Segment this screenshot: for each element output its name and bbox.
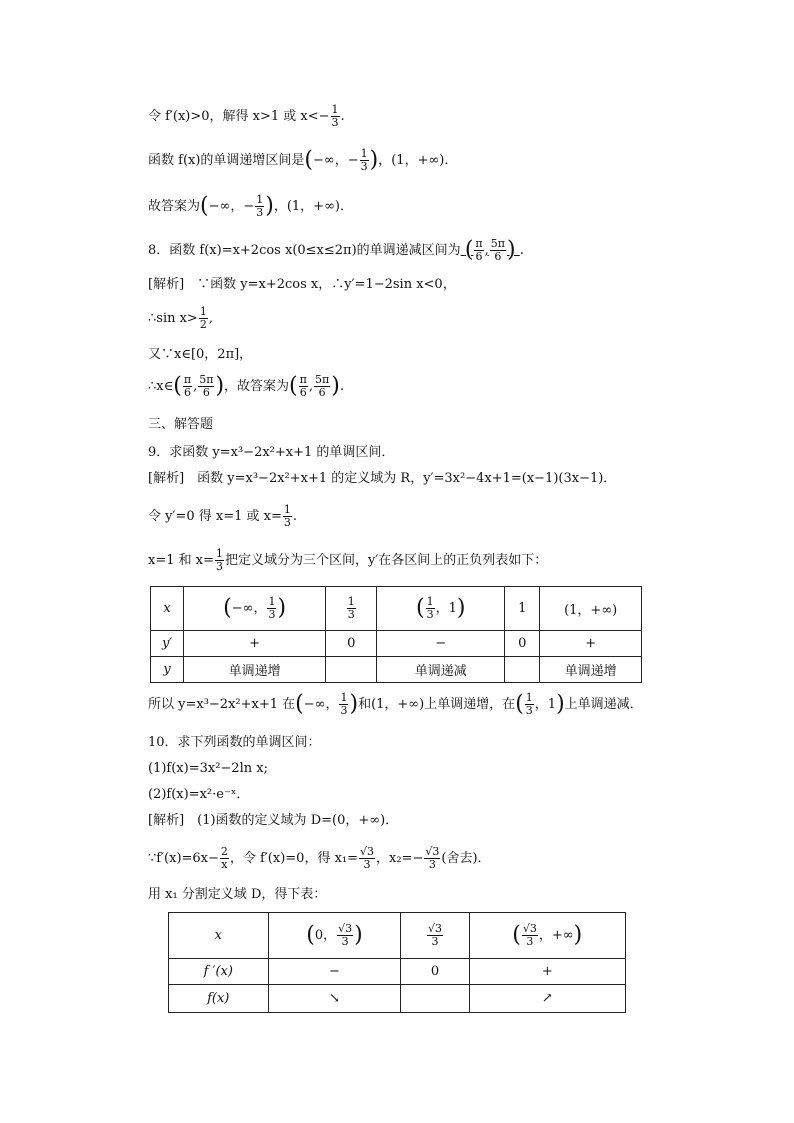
fraction: $\frac{1}{3}$ bbox=[283, 503, 291, 529]
table-cell: ↗ bbox=[469, 985, 625, 1013]
text: −∞，− bbox=[208, 199, 255, 214]
fraction: $\frac{5\pi}{6}$ bbox=[315, 373, 330, 399]
table-cell: 单调递减 bbox=[377, 657, 505, 683]
text: −∞，− bbox=[313, 153, 359, 168]
section-heading: 三、解答题 bbox=[148, 417, 214, 432]
line-3: 故答案为(−∞，− $\frac{1}{3}$ )，(1，+∞)． bbox=[148, 193, 353, 219]
text: 所以 y=x³−2x²+x+1 在 bbox=[148, 697, 296, 712]
table-cell: + bbox=[184, 631, 326, 657]
text: ，(1，+∞)． bbox=[273, 199, 353, 214]
line-11: [解析] 函数 y=x³−2x²+x+1 的定义域为 R，y′=3x²−4x+1=(x−1)(3x−1)． bbox=[148, 471, 617, 486]
table-cell: $\frac{1}{3}$ bbox=[326, 587, 377, 631]
text: 令 y′=0 得 x=1 或 x= bbox=[148, 509, 282, 524]
table-cell: (−∞， $\frac{1}{3}$ ) bbox=[184, 587, 326, 631]
table-cell bbox=[401, 985, 469, 1013]
table-row bbox=[169, 985, 626, 1013]
table-cell: ( $\frac{1}{3}$ ，1) bbox=[377, 587, 505, 631]
text: ，令 f′(x)=0，得 x₁= bbox=[229, 851, 359, 866]
fraction: $\frac{√3}{3}$ bbox=[425, 845, 440, 871]
fraction: $\frac{1}{3}$ bbox=[256, 193, 264, 219]
table-cell: + bbox=[540, 631, 642, 657]
line-18: [解析] (1)函数的定义域为 D=(0，+∞)． bbox=[148, 813, 399, 828]
table-cell bbox=[505, 657, 540, 683]
text: 故答案为 bbox=[148, 199, 201, 214]
fraction: $\frac{1}{2}$ bbox=[199, 305, 207, 331]
table-cell: 1 bbox=[505, 587, 540, 631]
fraction: $\frac{5\pi}{6}$ bbox=[490, 237, 506, 263]
text: ，(1，+∞)． bbox=[378, 153, 458, 168]
fraction: $\frac{1}{3}$ bbox=[215, 547, 223, 573]
table-row bbox=[169, 959, 626, 985]
line-6: ∴sin x> $\frac{1}{2}$ , bbox=[148, 305, 213, 331]
line-20: 用 x₁ 分割定义域 D，得下表： bbox=[148, 887, 327, 902]
line-14: 所以 y=x³−2x²+x+1 在(−∞， $\frac{1}{3}$ )和(1，+∞)上单调递增，在( $\frac{1}{3}$ ，1)上单调递减． bbox=[148, 691, 643, 717]
table-cell: − bbox=[377, 631, 505, 657]
line-17: (2)f(x)=x²·e⁻ˣ． bbox=[148, 787, 250, 802]
line-10: 9．求函数 y=x³−2x²+x+1 的单调区间． bbox=[148, 445, 395, 460]
fraction: $\frac{√3}{3}$ bbox=[360, 845, 375, 871]
text: 令 f′(x)>0，解得 x>1 或 x<− bbox=[148, 109, 330, 124]
text: 和(1，+∞)上单调递增，在 bbox=[358, 697, 516, 712]
line-8: ∴x∈( $\frac{\pi}{6}$ , $\frac{5\pi}{6}$ )，故答案为( $\frac{\pi}{6}$ , $\frac{5\pi}{6}$ ). bbox=[148, 373, 344, 399]
table-row bbox=[169, 913, 626, 959]
table-cell: 单调递增 bbox=[184, 657, 326, 683]
fraction: $\frac{\pi}{6}$ bbox=[475, 237, 483, 263]
table-cell bbox=[326, 657, 377, 683]
table-cell: f ′(x) bbox=[169, 959, 269, 985]
table-cell: + bbox=[469, 959, 625, 985]
text: ，故答案为 bbox=[224, 379, 290, 394]
line-5: [解析] ∵函数 y=x+2cos x，∴y′=1−2sin x<0， bbox=[148, 277, 456, 292]
table-row bbox=[151, 587, 642, 631]
text: ∴x∈ bbox=[148, 379, 174, 394]
line-4: 8．函数 f(x)=x+2cos x(0≤x≤2π)的单调递减区间为 ( $\frac{\pi}{6}$ , $\frac{5\pi}{6}$ ) . bbox=[148, 237, 524, 263]
text: ∵f′(x)=6x− bbox=[148, 851, 219, 866]
text: (舍去)． bbox=[441, 851, 491, 866]
fraction: $\frac{5\pi}{6}$ bbox=[199, 373, 214, 399]
text: 把定义域分为三个区间，y′在各区间上的正负列表如下： bbox=[224, 553, 548, 568]
fraction: $\frac{1}{3}$ bbox=[340, 691, 348, 717]
line-19 bbox=[148, 846, 491, 871]
sign-table-2 bbox=[168, 912, 626, 1013]
table-cell: ( $\frac{√3}{3}$ ，+∞) bbox=[469, 913, 625, 959]
text: 8．函数 f(x)=x+2cos x(0≤x≤2π)的单调递减区间为 bbox=[148, 243, 461, 258]
line-7: 又∵x∈[0，2π]， bbox=[148, 347, 253, 362]
text: 上单调递减． bbox=[564, 697, 643, 712]
fraction: $\frac{1}{3}$ bbox=[360, 147, 368, 173]
fraction: $\frac{\pi}{6}$ bbox=[183, 373, 192, 399]
table-cell: − bbox=[268, 959, 401, 985]
table-cell: 0 bbox=[401, 959, 469, 985]
table-cell: 0 bbox=[326, 631, 377, 657]
table-cell: 单调递增 bbox=[540, 657, 642, 683]
table-cell: ↘ bbox=[268, 985, 401, 1013]
table-cell: (0， $\frac{√3}{3}$ ) bbox=[268, 913, 401, 959]
line-2: 函数 f(x)的单调递增区间是(−∞，− $\frac{1}{3}$ )，(1，+∞)． bbox=[148, 147, 458, 173]
fraction: $\frac{1}{3}$ bbox=[331, 103, 339, 129]
table-cell: y′ bbox=[151, 631, 184, 657]
line-13 bbox=[148, 548, 547, 573]
line-12: 令 y′=0 得 x=1 或 x= $\frac{1}{3}$ . bbox=[148, 503, 297, 529]
table-row bbox=[151, 657, 642, 683]
fraction: $\frac{1}{3}$ bbox=[525, 691, 533, 717]
text: ，x₂=− bbox=[376, 851, 424, 866]
line-1: 令 f′(x)>0，解得 x>1 或 x<− $\frac{1}{3}$ . bbox=[148, 103, 345, 129]
text: x=1 和 x= bbox=[148, 553, 214, 568]
fraction: $\frac{\pi}{6}$ bbox=[299, 373, 307, 399]
sign-table-1 bbox=[150, 586, 642, 683]
table-cell: $\frac{√3}{3}$ bbox=[401, 913, 469, 959]
table-cell: f(x) bbox=[169, 985, 269, 1013]
table-cell: x bbox=[151, 587, 184, 631]
table-cell: x bbox=[169, 913, 269, 959]
table-cell: (1，+∞) bbox=[540, 587, 642, 631]
line-16: (1)f(x)=3x²−2ln x; bbox=[148, 761, 268, 776]
table-row bbox=[151, 631, 642, 657]
table-cell: 0 bbox=[505, 631, 540, 657]
line-15: 10．求下列函数的单调区间： bbox=[148, 735, 321, 750]
text: 函数 f(x)的单调递增区间是 bbox=[148, 153, 305, 168]
table-cell: y bbox=[151, 657, 184, 683]
text: ∴sin x> bbox=[148, 311, 198, 326]
fraction: $\frac{2}{x}$ bbox=[220, 845, 228, 871]
